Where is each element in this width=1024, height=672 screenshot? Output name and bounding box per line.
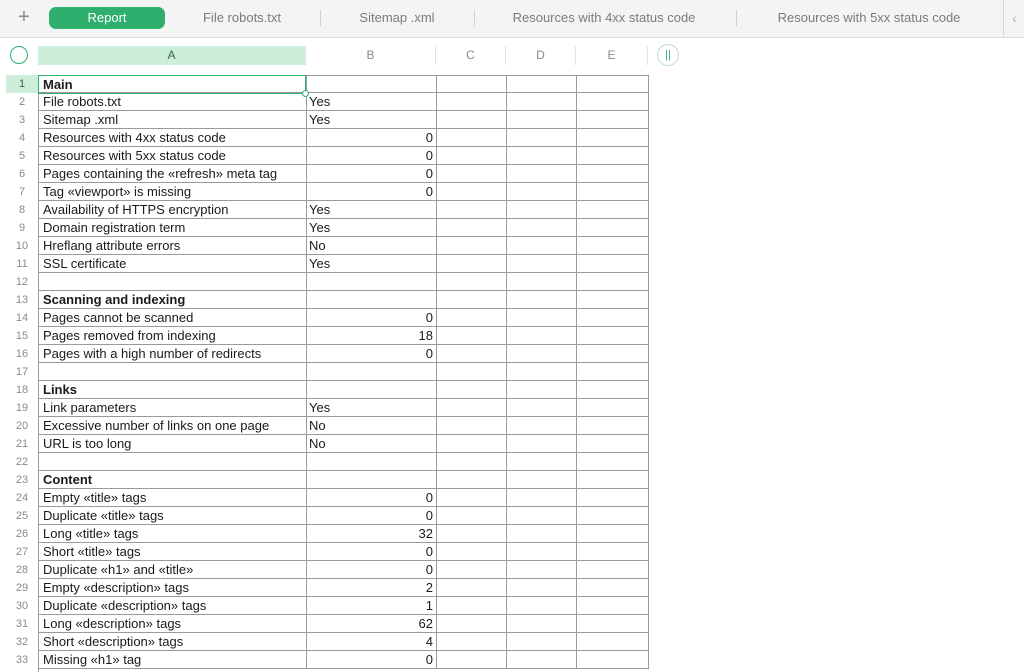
row-header[interactable]: 33 [15, 654, 29, 666]
cell-a[interactable]: Excessive number of links on one page [39, 417, 307, 435]
cell-d[interactable] [507, 615, 577, 633]
cell-b[interactable]: Yes [307, 219, 437, 237]
cell-a[interactable]: Long «title» tags [39, 525, 307, 543]
table-row [39, 579, 649, 597]
column-header-a[interactable]: A [38, 46, 306, 65]
cell-a[interactable]: Tag «viewport» is missing [39, 183, 307, 201]
row-header[interactable]: 21 [15, 438, 29, 450]
cell-e[interactable] [577, 309, 649, 327]
cell-c[interactable] [437, 327, 507, 345]
row-header[interactable]: 20 [15, 420, 29, 432]
row-header[interactable]: 7 [18, 186, 26, 198]
row-header[interactable]: 6 [18, 168, 26, 180]
select-all-circle-icon[interactable] [10, 46, 28, 64]
cell-e[interactable] [577, 561, 649, 579]
spreadsheet-grid [38, 75, 649, 672]
cell-a[interactable]: Resources with 4xx status code [39, 129, 307, 147]
cell-e[interactable] [577, 543, 649, 561]
table-row [39, 453, 649, 471]
cell-a[interactable]: Duplicate «h1» and «title» [39, 561, 307, 579]
cell-c[interactable] [437, 309, 507, 327]
cell-e[interactable] [577, 345, 649, 363]
cell-c[interactable] [437, 651, 507, 669]
table-row [39, 561, 649, 579]
cell-c[interactable] [437, 255, 507, 273]
row-header[interactable]: 15 [15, 330, 29, 342]
cell-d[interactable] [507, 201, 577, 219]
cell-c[interactable] [437, 93, 507, 111]
cell-b[interactable]: 18 [307, 327, 437, 345]
table-row [39, 399, 649, 417]
cell-a[interactable] [39, 363, 307, 381]
cell-a[interactable]: Scanning and indexing [39, 291, 307, 309]
table-row [39, 237, 649, 255]
cell-d[interactable] [507, 525, 577, 543]
cell-d[interactable] [507, 273, 577, 291]
cell-e[interactable] [577, 165, 649, 183]
table-row [39, 219, 649, 237]
cell-d[interactable] [507, 399, 577, 417]
cell-d[interactable] [507, 363, 577, 381]
cell-b[interactable]: Yes [307, 111, 437, 129]
cell-b[interactable]: 0 [307, 489, 437, 507]
cell-e[interactable] [577, 363, 649, 381]
row-header[interactable]: 13 [15, 294, 29, 306]
cell-d[interactable] [507, 183, 577, 201]
table-row [39, 507, 649, 525]
cell-d[interactable] [507, 291, 577, 309]
cell-a[interactable]: Duplicate «description» tags [39, 597, 307, 615]
cell-b[interactable]: 0 [307, 129, 437, 147]
cell-a[interactable]: Sitemap .xml [39, 111, 307, 129]
cell-b[interactable]: 32 [307, 525, 437, 543]
cell-a[interactable]: Main [39, 75, 307, 93]
cell-a[interactable]: Links [39, 381, 307, 399]
table-row [39, 129, 649, 147]
cell-c[interactable] [437, 417, 507, 435]
cell-b[interactable]: 62 [307, 615, 437, 633]
cell-e[interactable] [577, 93, 649, 111]
table-row [39, 201, 649, 219]
row-header[interactable]: 30 [15, 600, 29, 612]
sheet-tab-bar [0, 0, 1024, 38]
cell-a[interactable]: SSL certificate [39, 255, 307, 273]
cell-e[interactable] [577, 435, 649, 453]
table-row [39, 471, 649, 489]
table-row [39, 309, 649, 327]
cell-b[interactable]: 0 [307, 309, 437, 327]
row-header[interactable]: 4 [18, 132, 26, 144]
cell-d[interactable] [507, 561, 577, 579]
row-header[interactable]: 8 [18, 204, 26, 216]
cell-b[interactable]: No [307, 237, 437, 255]
cell-b[interactable]: Yes [307, 255, 437, 273]
cell-a[interactable]: Short «title» tags [39, 543, 307, 561]
cell-c[interactable] [437, 219, 507, 237]
cell-a[interactable]: Empty «title» tags [39, 489, 307, 507]
cell-a[interactable]: Long «description» tags [39, 615, 307, 633]
cell-c[interactable] [437, 579, 507, 597]
cell-c[interactable] [437, 453, 507, 471]
column-header-c[interactable]: C [436, 46, 506, 65]
cell-c[interactable] [437, 615, 507, 633]
tab-sitemap[interactable]: Sitemap .xml [359, 10, 435, 25]
row-header[interactable]: 18 [15, 384, 29, 396]
table-row [39, 525, 649, 543]
cell-a[interactable]: Empty «description» tags [39, 579, 307, 597]
cell-b[interactable] [307, 453, 437, 471]
cell-e[interactable] [577, 273, 649, 291]
cell-e[interactable] [577, 399, 649, 417]
row-header[interactable]: 10 [15, 240, 29, 252]
cell-a[interactable]: File robots.txt [39, 93, 307, 111]
cell-d[interactable] [507, 435, 577, 453]
cell-e[interactable] [577, 129, 649, 147]
table-row [39, 417, 649, 435]
row-header[interactable]: 22 [15, 456, 29, 468]
cell-c[interactable] [437, 345, 507, 363]
cell-d[interactable] [507, 129, 577, 147]
cell-e[interactable] [577, 75, 649, 93]
row-header[interactable]: 16 [15, 348, 29, 360]
cell-b[interactable]: No [307, 435, 437, 453]
cell-c[interactable] [437, 75, 507, 93]
table-row [39, 111, 649, 129]
cell-a[interactable]: Domain registration term [39, 219, 307, 237]
row-header[interactable]: 12 [15, 276, 29, 288]
cell-d[interactable] [507, 471, 577, 489]
cell-d[interactable] [507, 93, 577, 111]
tab-separator [474, 10, 475, 26]
cell-a[interactable]: Pages with a high number of redirects [39, 345, 307, 363]
row-header[interactable]: 11 [16, 258, 28, 270]
tab-resources-4xx[interactable]: Resources with 4xx status code [512, 10, 696, 25]
row-header[interactable]: 14 [15, 312, 29, 324]
cell-d[interactable] [507, 651, 577, 669]
cell-e[interactable] [577, 579, 649, 597]
cell-a[interactable]: Pages containing the «refresh» meta tag [39, 165, 307, 183]
selection-fill-handle[interactable] [302, 90, 309, 97]
column-header-b[interactable]: B [306, 46, 436, 65]
row-header[interactable]: 2 [18, 96, 26, 108]
table-row [39, 93, 649, 111]
cell-c[interactable] [437, 471, 507, 489]
cell-b[interactable]: 0 [307, 507, 437, 525]
cell-e[interactable] [577, 147, 649, 165]
cell-c[interactable] [437, 561, 507, 579]
cell-b[interactable]: 0 [307, 165, 437, 183]
cell-e[interactable] [577, 453, 649, 471]
cell-b[interactable]: 0 [307, 147, 437, 165]
tab-file-robots[interactable]: File robots.txt [202, 10, 282, 25]
cell-d[interactable] [507, 219, 577, 237]
cell-e[interactable] [577, 507, 649, 525]
table-row [39, 183, 649, 201]
cell-c[interactable] [437, 165, 507, 183]
cell-d[interactable] [507, 579, 577, 597]
cell-e[interactable] [577, 615, 649, 633]
cell-d[interactable] [507, 453, 577, 471]
row-header[interactable]: 1 [6, 75, 38, 93]
cell-c[interactable] [437, 129, 507, 147]
cell-e[interactable] [577, 327, 649, 345]
row-header[interactable]: 5 [18, 150, 26, 162]
cell-b[interactable]: 0 [307, 345, 437, 363]
cell-b[interactable]: Yes [307, 201, 437, 219]
table-row [39, 363, 649, 381]
add-sheet-button[interactable]: + [18, 6, 30, 28]
row-header[interactable]: 3 [18, 114, 26, 126]
cell-c[interactable] [437, 633, 507, 651]
cell-b[interactable] [307, 471, 437, 489]
cell-c[interactable] [437, 111, 507, 129]
cell-d[interactable] [507, 309, 577, 327]
cell-a[interactable] [39, 273, 307, 291]
column-header-d[interactable]: D [506, 46, 576, 65]
cell-e[interactable] [577, 381, 649, 399]
tab-report[interactable]: Report [49, 7, 165, 29]
table-row [39, 165, 649, 183]
cell-c[interactable] [437, 543, 507, 561]
tab-separator [736, 10, 737, 26]
cell-e[interactable] [577, 183, 649, 201]
column-header-e[interactable]: E [576, 46, 648, 65]
row-header[interactable]: 24 [15, 492, 29, 504]
cell-d[interactable] [507, 327, 577, 345]
cell-c[interactable] [437, 525, 507, 543]
cell-b[interactable]: 0 [307, 651, 437, 669]
cell-e[interactable] [577, 255, 649, 273]
cell-d[interactable] [507, 75, 577, 93]
cell-c[interactable] [437, 291, 507, 309]
row-header[interactable]: 23 [15, 474, 29, 486]
cell-c[interactable] [437, 399, 507, 417]
table-row [39, 291, 649, 309]
cell-b[interactable] [307, 75, 437, 93]
cell-d[interactable] [507, 255, 577, 273]
cell-a[interactable]: Hreflang attribute errors [39, 237, 307, 255]
cell-e[interactable] [577, 237, 649, 255]
table-row [39, 489, 649, 507]
cell-b[interactable] [307, 273, 437, 291]
row-header[interactable]: 28 [15, 564, 29, 576]
cell-a[interactable]: Missing «h1» tag [39, 651, 307, 669]
cell-c[interactable] [437, 363, 507, 381]
row-header[interactable]: 19 [15, 402, 29, 414]
cell-b[interactable] [307, 363, 437, 381]
cell-c[interactable] [437, 183, 507, 201]
tab-resources-5xx[interactable]: Resources with 5xx status code [777, 10, 961, 25]
cell-d[interactable] [507, 147, 577, 165]
cell-d[interactable] [507, 507, 577, 525]
cell-b[interactable] [307, 291, 437, 309]
cell-c[interactable] [437, 381, 507, 399]
tab-separator [320, 10, 321, 26]
cell-e[interactable] [577, 201, 649, 219]
cell-e[interactable] [577, 417, 649, 435]
cell-c[interactable] [437, 489, 507, 507]
row-header[interactable]: 9 [18, 222, 26, 234]
table-row [39, 597, 649, 615]
cell-b[interactable]: 0 [307, 561, 437, 579]
row-header[interactable]: 32 [15, 636, 29, 648]
cell-e[interactable] [577, 219, 649, 237]
cell-b[interactable]: Yes [307, 399, 437, 417]
cell-a[interactable]: Content [39, 471, 307, 489]
cell-a[interactable]: Availability of HTTPS encryption [39, 201, 307, 219]
cell-d[interactable] [507, 381, 577, 399]
cell-b[interactable]: Yes [307, 93, 437, 111]
cell-a[interactable]: URL is too long [39, 435, 307, 453]
cell-c[interactable] [437, 507, 507, 525]
cell-e[interactable] [577, 471, 649, 489]
cell-c[interactable] [437, 237, 507, 255]
cell-b[interactable]: 0 [307, 183, 437, 201]
freeze-columns-icon[interactable]: || [657, 44, 679, 66]
cell-b[interactable]: 2 [307, 579, 437, 597]
cell-a[interactable]: Short «description» tags [39, 633, 307, 651]
row-header[interactable]: 17 [15, 366, 29, 378]
table-row [39, 435, 649, 453]
cell-d[interactable] [507, 489, 577, 507]
cell-b[interactable]: 1 [307, 597, 437, 615]
chevron-left-icon[interactable]: ‹ [1003, 0, 1024, 37]
table-row [39, 255, 649, 273]
table-row [39, 273, 649, 291]
table-row [39, 651, 649, 669]
cell-d[interactable] [507, 417, 577, 435]
cell-e[interactable] [577, 651, 649, 669]
cell-c[interactable] [437, 201, 507, 219]
cell-d[interactable] [507, 165, 577, 183]
cell-c[interactable] [437, 147, 507, 165]
row-header[interactable]: 31 [15, 618, 29, 630]
table-row [39, 381, 649, 399]
cell-e[interactable] [577, 525, 649, 543]
cell-a[interactable]: Duplicate «title» tags [39, 507, 307, 525]
cell-e[interactable] [577, 111, 649, 129]
cell-c[interactable] [437, 597, 507, 615]
table-row [39, 345, 649, 363]
table-row [39, 147, 649, 165]
cell-d[interactable] [507, 543, 577, 561]
table-row [39, 327, 649, 345]
cell-c[interactable] [437, 273, 507, 291]
row-header[interactable]: 26 [15, 528, 29, 540]
cell-a[interactable] [39, 453, 307, 471]
cell-d[interactable] [507, 633, 577, 651]
cell-a[interactable]: Resources with 5xx status code [39, 147, 307, 165]
table-row [39, 615, 649, 633]
cell-a[interactable]: Pages cannot be scanned [39, 309, 307, 327]
cell-e[interactable] [577, 489, 649, 507]
cell-e[interactable] [577, 291, 649, 309]
cell-d[interactable] [507, 345, 577, 363]
cell-b[interactable] [307, 381, 437, 399]
cell-b[interactable]: 4 [307, 633, 437, 651]
cell-c[interactable] [437, 435, 507, 453]
cell-e[interactable] [577, 633, 649, 651]
cell-d[interactable] [507, 111, 577, 129]
table-row [39, 75, 649, 93]
table-row [39, 543, 649, 561]
row-header[interactable]: 27 [15, 546, 29, 558]
table-row [39, 633, 649, 651]
cell-d[interactable] [507, 597, 577, 615]
row-header[interactable]: 25 [15, 510, 29, 522]
cell-a[interactable]: Link parameters [39, 399, 307, 417]
cell-b[interactable]: 0 [307, 543, 437, 561]
cell-a[interactable]: Pages removed from indexing [39, 327, 307, 345]
cell-e[interactable] [577, 597, 649, 615]
cell-d[interactable] [507, 237, 577, 255]
row-header[interactable]: 29 [15, 582, 29, 594]
cell-b[interactable]: No [307, 417, 437, 435]
